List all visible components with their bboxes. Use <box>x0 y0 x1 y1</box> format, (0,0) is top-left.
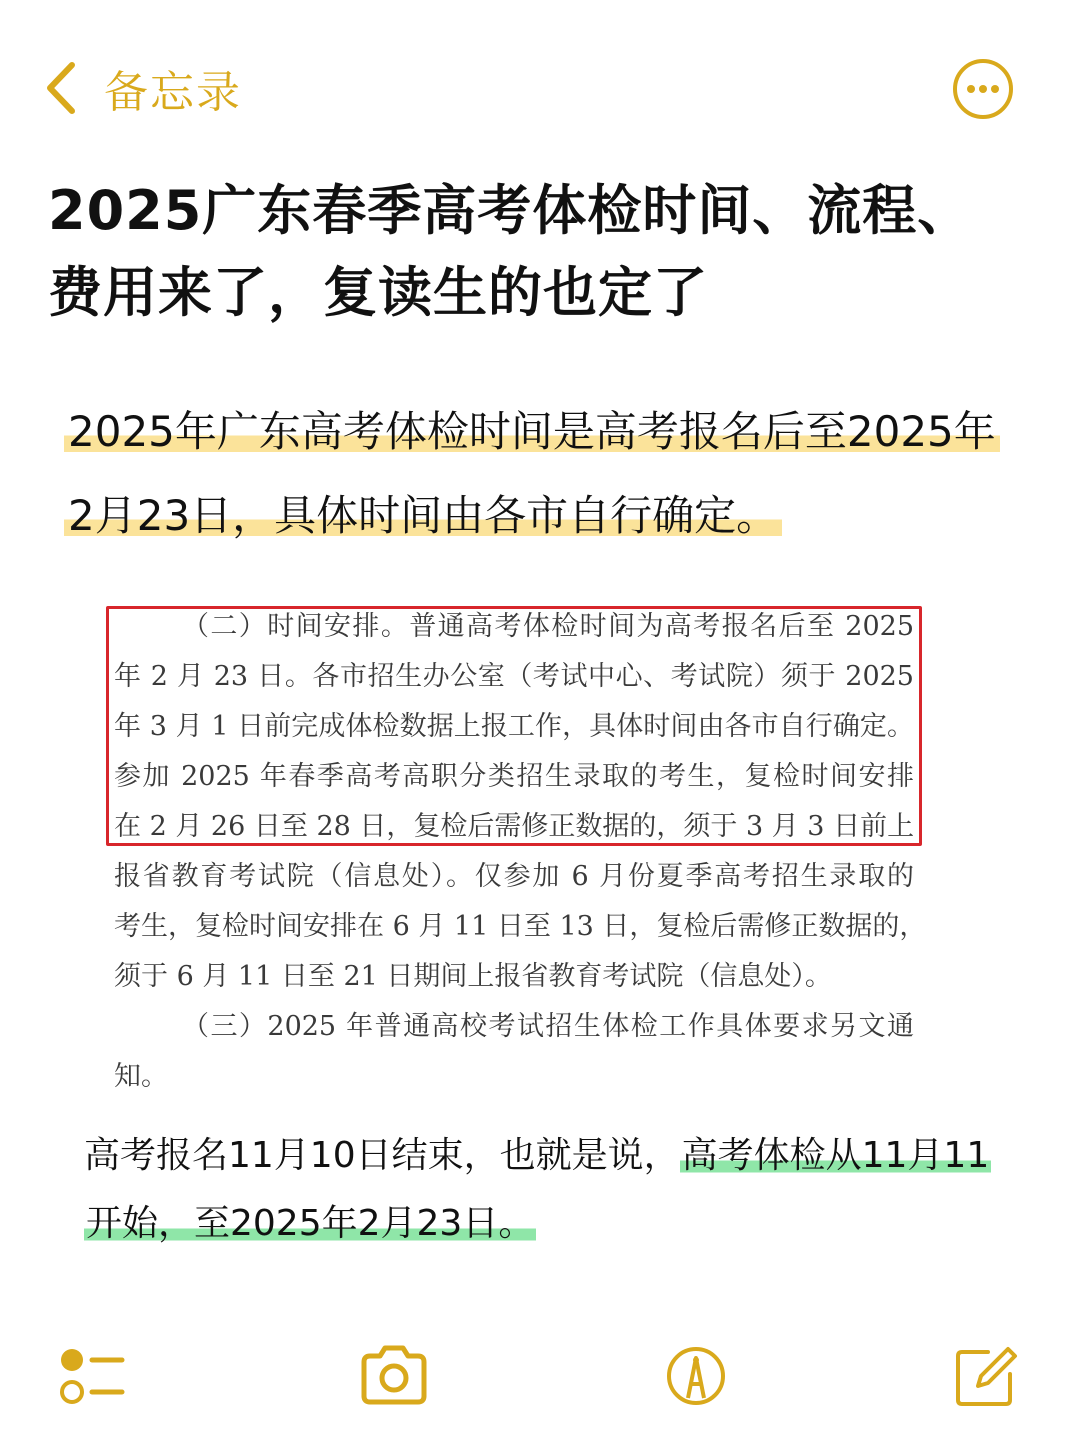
doc-line-1: （二）时间安排。普通高考体检时间为高考报名后至 2025 <box>182 611 914 642</box>
doc-line-5: 在 2 月 26 日至 28 日，复检后需修正数据的，须于 3 月 3 日前上 <box>114 811 915 842</box>
doc-line-4: 参加 2025 年春季高考高职分类招生录取的考生，复检时间安排 <box>114 761 914 792</box>
green-highlight-part2: 开始，至2025年2月23日。 <box>86 1203 535 1244</box>
doc-line-6: 报省教育考试院（信息处）。仅参加 6 月份夏季高考招生录取的 <box>114 861 914 892</box>
more-icon[interactable] <box>952 58 1014 120</box>
checklist-icon[interactable] <box>56 1338 132 1414</box>
doc-line-3: 年 3 月 1 日前完成体检数据上报工作，具体时间由各市自行确定。 <box>114 711 914 742</box>
back-label: 备忘录 <box>104 67 242 118</box>
bottom-toolbar <box>0 1330 1080 1420</box>
doc-line-8: 须于 6 月 11 日至 21 日期间上报省教育考试院（信息处）。 <box>114 961 832 992</box>
doc-line-10: 知。 <box>114 1061 168 1092</box>
plain-text: 高考报名11月10日结束，也就是说， <box>84 1135 680 1176</box>
document-image[interactable] <box>106 598 926 1098</box>
note-title[interactable] <box>48 170 1038 334</box>
nav-bar <box>0 0 1080 170</box>
doc-line-9: （三）2025 年普通高校考试招生体检工作具体要求另文通 <box>182 1011 914 1042</box>
highlighted-text-line2: 2月23日，具体时间由各市自行确定。 <box>64 491 782 540</box>
back-button[interactable] <box>38 56 242 120</box>
note-paragraph-1[interactable] <box>64 390 1024 558</box>
chevron-left-icon <box>38 57 90 119</box>
markup-pen-icon[interactable] <box>658 1338 734 1414</box>
doc-line-7: 考生，复检时间安排在 6 月 11 日至 13 日，复检后需修正数据的， <box>114 911 927 942</box>
highlighted-text-line1: 2025年广东高考体检时间是高考报名后至2025年 <box>64 407 1000 456</box>
note-title-line2: 费用来了，复读生的也定了 <box>48 261 708 324</box>
doc-line-2: 年 2 月 23 日。各市招生办公室（考试中心、考试院）须于 2025 <box>114 661 914 692</box>
green-highlight-part1: 高考体检从11月11 <box>681 1135 990 1176</box>
note-paragraph-2[interactable] <box>84 1122 1004 1258</box>
compose-icon[interactable] <box>948 1338 1024 1414</box>
note-title-line1: 2025广东春季高考体检时间、流程、 <box>48 179 973 242</box>
camera-icon[interactable] <box>356 1338 432 1414</box>
